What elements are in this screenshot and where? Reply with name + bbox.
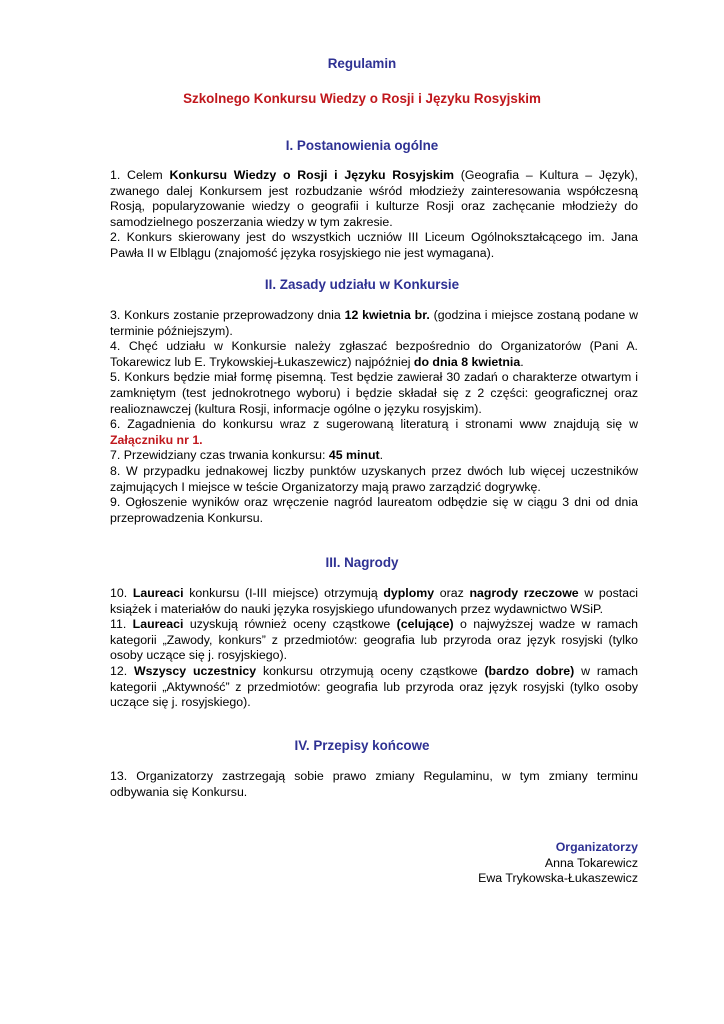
paragraph-12: 12. Wszyscy uczestnicy konkursu otrzymują oceny cząstkowe (bardzo dobre) w ramach kategorii „Aktywność” z przedmiotów: geografia lub przyroda oraz język rosyjski (tylko osoby uczące się j. rosyjskiego). [110, 663, 638, 710]
section-heading-rules: II. Zasady udziału w Konkursie [264, 277, 460, 292]
section-heading-prizes: III. Nagrody [325, 555, 399, 570]
paragraph-7: 7. Przewidziany czas trwania konkursu: 45 minut. [110, 448, 384, 463]
paragraph-9: 9. Ogłoszenie wyników oraz wręczenie nagród laureatom odbędzie się w ciągu 3 dni od dnia przeprowadzenia Konkursu. [110, 495, 638, 525]
paragraph-2: 2. Konkurs skierowany jest do wszystkich uczniów III Liceum Ogólnokształcącego im. Jana Pawła II w Elblągu (znajomość języka rosyjskiego nie jest wymagana). [110, 230, 638, 260]
attachment-reference: Załączniku nr 1. [110, 432, 203, 447]
paragraph-10: 10. Laureaci konkursu (I-III miejsce) otrzymują dyplomy oraz nagrody rzeczowe w postaci książek i materiałów do nauki języka rosyjskiego ufundowanych przez wydawnictwo WSiP. [110, 586, 638, 616]
organizers-signature [478, 840, 638, 887]
paragraph-6: 6. Zagadnienia do konkursu wraz z sugerowaną literaturą i stronami www znajdują się w Załączniku nr 1. [110, 417, 638, 447]
paragraph-8: 8. W przypadku jednakowej liczby punktów uzyskanych przez dwóch lub więcej uczestników zajmujących I miejsce w teście Organizatorzy mają prawo zarządzić dogrywkę. [110, 463, 638, 494]
organizer-name: Anna Tokarewicz [544, 855, 638, 870]
section-general-body [110, 168, 638, 262]
section-final-body [110, 769, 638, 800]
paragraph-1: 1. Celem Konkursu Wiedzy o Rosji i Języku Rosyjskim (Geografia – Kultura – Język), zwanego dalej Konkursem jest rozbudzanie wśród młodzieży zainteresowania współczesną Rosją, popularyzowanie wiedzy o geografii i kulturze Rosji oraz zachęcanie młodzieży do samodzielnego poszerzania wiedzy w tym zakresie. [110, 168, 638, 229]
organizer-name: Ewa Trykowska-Łukaszewicz [478, 871, 638, 886]
section-heading-final: IV. Przepisy końcowe [294, 738, 430, 753]
paragraph-4: 4. Chęć udziału w Konkursie należy zgłaszać bezpośrednio do Organizatorów (Pani A. Tokarewicz lub E. Trykowskiej-Łukaszewicz) najpóźniej do dnia 8 kwietnia. [110, 339, 638, 369]
section-prizes-body [110, 586, 638, 711]
document-subtitle: Szkolnego Konkursu Wiedzy o Rosji i Języku Rosyjskim [183, 91, 541, 106]
paragraph-11: 11. Laureaci uzyskują również oceny cząstkowe (celujące) o najwyższej wadze w ramach kategorii „Zawody, konkurs” z przedmiotów: geografia lub przyroda oraz język rosyjski (tylko osoby uczące się j. rosyjskiego). [110, 617, 638, 663]
paragraph-5: 5. Konkurs będzie miał formę pisemną. Test będzie zawierał 30 zadań o charakterze otwartym i zamkniętym (test jednokrotnego wyboru) i będzie składał się z 2 części: geograficznej oraz realioznawczej (kultura Rosji, informacje ogólne o języku rosyjskim). [110, 370, 638, 416]
section-rules-body [110, 308, 638, 526]
paragraph-3: 3. Konkurs zostanie przeprowadzony dnia 12 kwietnia br. (godzina i miejsce zostaną podane w terminie późniejszym). [110, 308, 639, 338]
organizers-heading: Organizatorzy [555, 840, 638, 854]
section-heading-general: I. Postanowienia ogólne [285, 138, 439, 153]
paragraph-13: 13. Organizatorzy zastrzegają sobie prawo zmiany Regulaminu, w tym zmiany terminu odbywania się Konkursu. [110, 769, 638, 799]
document-title: Regulamin [327, 56, 397, 71]
